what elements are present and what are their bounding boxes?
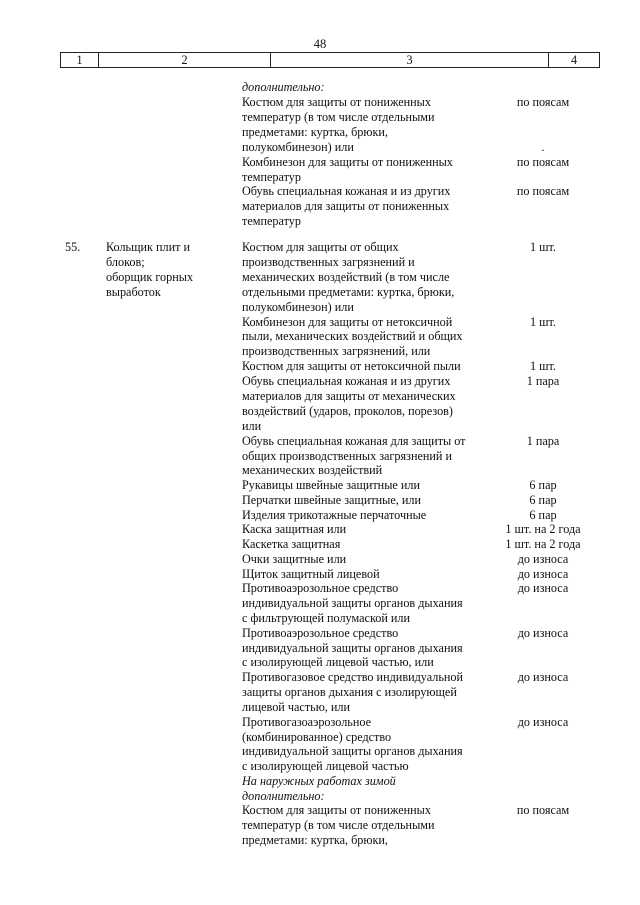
header-col-4: 4: [570, 53, 578, 67]
item-description-line: Рукавицы швейные защитные или: [242, 478, 420, 492]
item-description-line: Комбинезон для защиты от пониженных: [242, 155, 453, 169]
item-description-line: предметами: куртка, брюки,: [242, 833, 388, 847]
issue-norm: 6 пар: [529, 478, 557, 492]
header-col-2: 2: [99, 53, 271, 67]
item-description-line: Комбинезон для защиты от нетоксичной: [242, 315, 453, 329]
issue-norm: по поясам: [516, 155, 570, 169]
item-description-line: Костюм для защиты от пониженных: [242, 803, 431, 817]
issue-norm: 6 пар: [529, 493, 557, 507]
profession-line: оборщик горных: [106, 270, 194, 284]
table-header: [60, 52, 600, 68]
issue-norm: до износа: [517, 581, 569, 595]
row-number-55: 55.: [65, 240, 81, 254]
item-description-line: (комбинированное) средство: [242, 730, 392, 744]
item-description-line: с изолирующей лицевой частью, или: [242, 655, 434, 669]
item-description-line: или: [242, 419, 262, 433]
item-description-line: защиты органов дыхания с изолирующей: [242, 685, 457, 699]
issue-norm: 1 шт. на 2 года: [505, 537, 581, 551]
item-description-line: температур (в том числе отдельными: [242, 110, 435, 124]
issue-norm: 1 шт. на 2 года: [505, 522, 581, 536]
issue-norm: .: [541, 140, 545, 154]
item-description-line: Щиток защитный лицевой: [242, 567, 380, 581]
item-description-line: Противогазовое средство индивидуальной: [242, 670, 464, 684]
issue-norm: до износа: [517, 552, 569, 566]
issue-norm: 1 шт.: [530, 315, 556, 329]
item-description-line: Перчатки швейные защитные, или: [242, 493, 422, 507]
item-description-line: производственных загрязнений, или: [242, 344, 431, 358]
issue-norm: до износа: [517, 670, 569, 684]
item-description-line: Обувь специальная кожаная и из других: [242, 184, 451, 198]
item-description-line: воздействий (ударов, проколов, порезов): [242, 404, 453, 418]
item-description-line: Обувь специальная кожаная и из других: [242, 374, 451, 388]
item-description-line: предметами: куртка, брюки,: [242, 125, 388, 139]
item-description-line: пыли, механических воздействий и общих: [242, 329, 463, 343]
item-description-line: с фильтрующей полумаской или: [242, 611, 411, 625]
header-col-3: 3: [271, 53, 549, 67]
item-description-line: Костюм для защиты от общих: [242, 240, 399, 254]
item-description-line: полукомбинезон) или: [242, 300, 354, 314]
item-description-line: дополнительно:: [242, 789, 325, 803]
item-description-line: Изделия трикотажные перчаточные: [242, 508, 427, 522]
profession-line: блоков;: [106, 255, 145, 269]
row-55-profession: [106, 240, 193, 300]
page-number: 48: [313, 37, 327, 51]
item-description-line: Каскетка защитная: [242, 537, 341, 551]
item-description-line: Очки защитные или: [242, 552, 347, 566]
item-description-line: полукомбинезон) или: [242, 140, 354, 154]
issue-norm: 1 пара: [526, 374, 560, 388]
item-description-line: Противоаэрозольное средство: [242, 581, 399, 595]
item-description-line: Противоаэрозольное средство: [242, 626, 399, 640]
profession-line: Кольщик плит и: [106, 240, 190, 254]
item-description-line: отдельными предметами: куртка, брюки,: [242, 285, 455, 299]
issue-norm: по поясам: [516, 803, 570, 817]
item-description-line: дополнительно:: [242, 80, 325, 94]
profession-line: выработок: [106, 285, 161, 299]
item-description-line: индивидуальной защиты органов дыхания: [242, 641, 463, 655]
issue-norm: 1 пара: [526, 434, 560, 448]
item-description-line: Костюм для защиты от пониженных: [242, 95, 431, 109]
item-description-line: механических воздействий: [242, 463, 383, 477]
item-description-line: производственных загрязнений и: [242, 255, 415, 269]
issue-norm: 6 пар: [529, 508, 557, 522]
item-description-line: общих производственных загрязнений и: [242, 449, 453, 463]
issue-norm: 1 шт.: [530, 359, 556, 373]
item-description-line: температур (в том числе отдельными: [242, 818, 435, 832]
issue-norm: по поясам: [516, 184, 570, 198]
issue-norm: до износа: [517, 626, 569, 640]
item-description-line: материалов для защиты от пониженных: [242, 199, 450, 213]
item-description-line: Костюм для защиты от нетоксичной пыли: [242, 359, 461, 373]
item-description-line: Каска защитная или: [242, 522, 347, 536]
item-description-line: материалов для защиты от механических: [242, 389, 456, 403]
item-description-line: механических воздействий (в том числе: [242, 270, 450, 284]
item-description-line: Обувь специальная кожаная для защиты от: [242, 434, 466, 448]
item-description-line: лицевой частью, или: [242, 700, 351, 714]
header-col-1: 1: [61, 53, 99, 67]
issue-norm: до износа: [517, 715, 569, 729]
item-description-line: температур: [242, 214, 301, 228]
issue-norm: до износа: [517, 567, 569, 581]
item-description-line: с изолирующей лицевой частью: [242, 759, 409, 773]
item-description-line: На наружных работах зимой: [242, 774, 396, 788]
item-description-line: Противогазоаэрозольное: [242, 715, 372, 729]
item-description-line: индивидуальной защиты органов дыхания: [242, 744, 463, 758]
issue-norm: по поясам: [516, 95, 570, 109]
item-description-line: температур: [242, 170, 301, 184]
item-description-line: индивидуальной защиты органов дыхания: [242, 596, 463, 610]
issue-norm: 1 шт.: [530, 240, 556, 254]
